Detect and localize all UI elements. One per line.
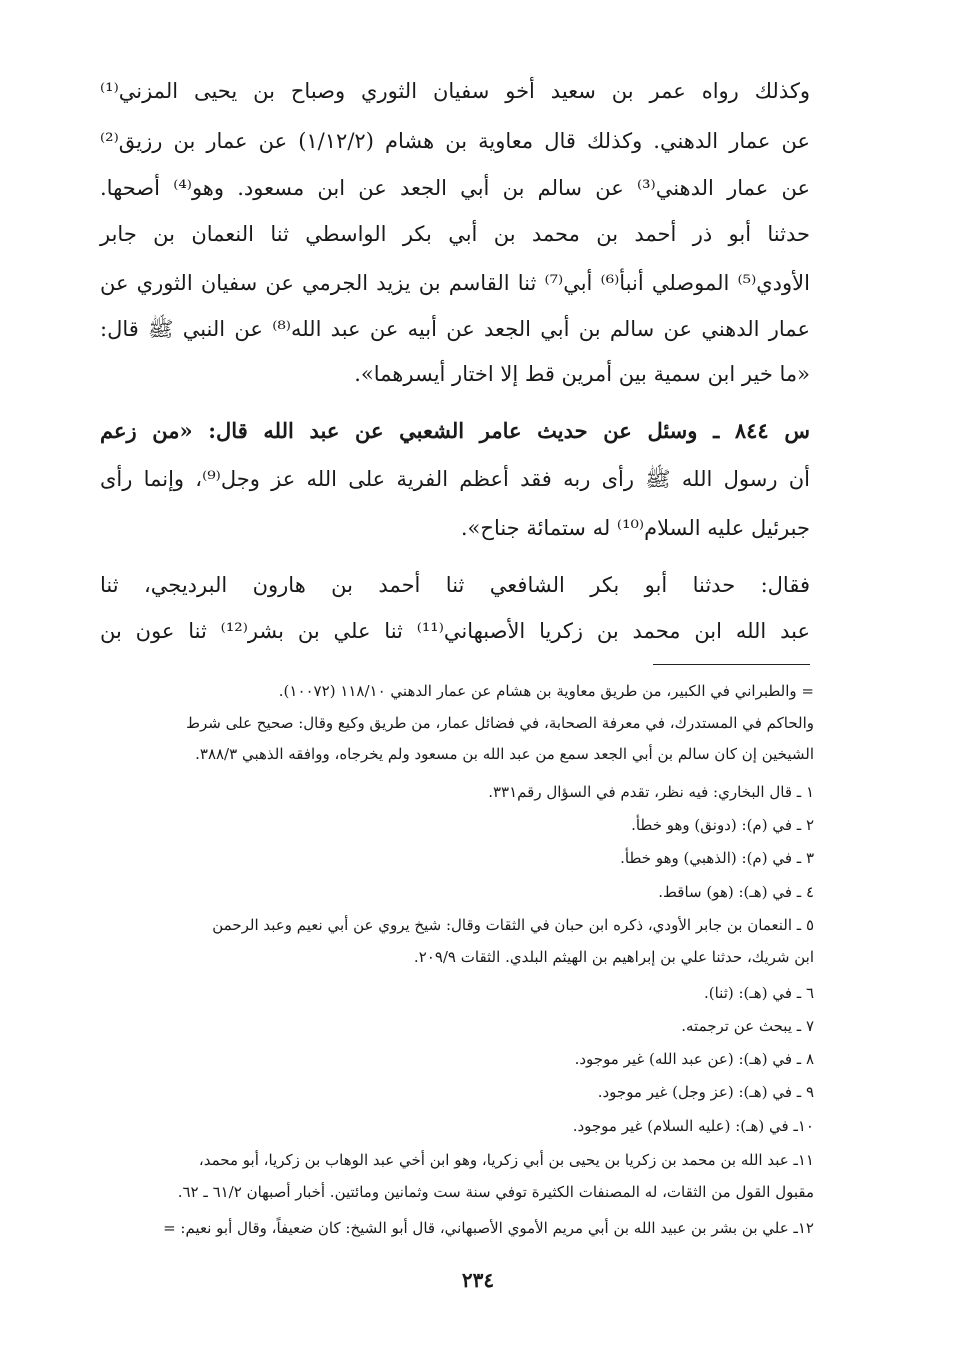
footnote-line-6: ٣ ـ في (م): (الذهبي) وهو خطأ. — [620, 849, 814, 867]
text-line-5: الأودي⁽⁵⁾ الموصلي أنبأ⁽⁶⁾ أبي⁽⁷⁾ ثنا القاسم بن يزيد الجرمي عن سفيان الثوري عن — [100, 271, 810, 295]
footnote-separator — [653, 664, 810, 665]
text-line-7: «ما خير ابن سمية بين أمرين قط إلا اختار أيسرهما». — [354, 362, 810, 386]
footnote-line-8: ٥ ـ النعمان بن جابر الأودي، ذكره ابن حبان في الثقات وقال: شيخ يروي عن أبي نعيم وعبد الرحمن — [212, 916, 814, 934]
footnote-line-7: ٤ ـ في (هـ): (هو) ساقط. — [658, 883, 814, 901]
text-line-2: عن عمار الدهني. وكذلك قال معاوية بن هشام (١/١٢/٢) عن عمار بن رزيق⁽²⁾ — [100, 129, 810, 153]
footnote-line-1: = والطبراني في الكبير، من طريق معاوية بن هشام عن عمار الدهني ١١٨/١٠ (١٠٠٧٢). — [278, 682, 814, 700]
text-line-1: وكذلك رواه عمر بن سعيد أخو سفيان الثوري وصباح بن يحيى المزني⁽¹⁾ — [100, 79, 810, 103]
question-844-line: س ٨٤٤ ـ وسئل عن حديث عامر الشعبي عن عبد الله قال: «من زعم — [100, 418, 810, 443]
footnote-line-16: مقبول القول من الثقات، له المصنفات الكثيرة توفي سنة ست وثمانين ومائتين. أخبار أصبهان ٦١/٢ ـ ٦٢. — [177, 1183, 814, 1201]
text-line-12: عبد الله ابن محمد بن زكريا الأصبهاني⁽¹¹⁾ ثنا علي بن بشر⁽¹²⁾ ثنا عون بن — [100, 619, 810, 643]
text-line-4: حدثنا أبو ذر أحمد بن محمد بن أبي بكر الواسطي ثنا النعمان بن جابر — [100, 222, 810, 246]
text-line-3: عن عمار الدهني⁽³⁾ عن سالم بن أبي الجعد عن ابن مسعود. وهو⁽⁴⁾ أصحها. — [100, 176, 811, 200]
footnote-line-11: ٧ ـ يبحث عن ترجمته. — [681, 1017, 814, 1035]
footnote-line-15: ١١ـ عبد الله بن محمد بن زكريا بن يحيى بن أبي زكريا، وهو ابن أخي عبد الوهاب بن زكريا، أبو محمد، — [198, 1151, 814, 1169]
footnote-line-9: ابن شريك، حدثنا علي بن إبراهيم بن الهيثم البلدي. الثقات ٢٠٩/٩. — [413, 948, 814, 966]
footnote-line-4: ١ ـ قال البخاري: فيه نظر، تقدم في السؤال رقم٣٣١. — [488, 783, 814, 801]
footnote-line-12: ٨ ـ في (هـ): (عن عبد الله) غير موجود. — [574, 1050, 814, 1068]
footnote-line-2: والحاكم في المستدرك، في معرفة الصحابة، في فضائل عمار، من طريق وكيع وقال: صحيح على شرط — [186, 714, 814, 732]
text-line-10: جبرئيل عليه السلام⁽¹⁰⁾ له ستمائة جناح». — [460, 516, 810, 540]
text-line-6: عمار الدهني عن سالم بن أبي الجعد عن أبيه عن عبد الله⁽⁸⁾ عن النبي ﷺ قال: — [100, 317, 810, 341]
footnote-line-3: الشيخين إن كان سالم بن أبي الجعد سمع من عبد الله بن مسعود ولم يخرجاه، ووافقه الذهبي ٣٨٨/٣. — [195, 745, 814, 763]
footnote-line-10: ٦ ـ في (هـ): (ثنا). — [703, 984, 814, 1002]
footnote-line-5: ٢ ـ في (م): (دونق) وهو خطأ. — [631, 816, 814, 834]
footnote-line-17: ١٢ـ علي بن بشر بن عبيد الله بن أبي مريم الأموي الأصبهاني، قال أبو الشيخ: كان ضعيفاً، وقال أبو نعيم: = — [163, 1219, 814, 1237]
text-line-11: فقال: حدثنا أبو بكر الشافعي ثنا أحمد بن هارون البرديجي، ثنا — [100, 573, 810, 597]
text-line-9: أن رسول الله ﷺ رأى ربه فقد أعظم الفرية على الله عز وجل⁽⁹⁾، وإنما رأى — [100, 467, 810, 491]
footnote-line-14: ١٠ـ في (هـ): (عليه السلام) غير موجود. — [572, 1117, 814, 1135]
page-number: ٢٣٤ — [461, 1268, 495, 1292]
footnote-line-13: ٩ ـ في (هـ): (عز وجل) غير موجود. — [597, 1083, 814, 1101]
